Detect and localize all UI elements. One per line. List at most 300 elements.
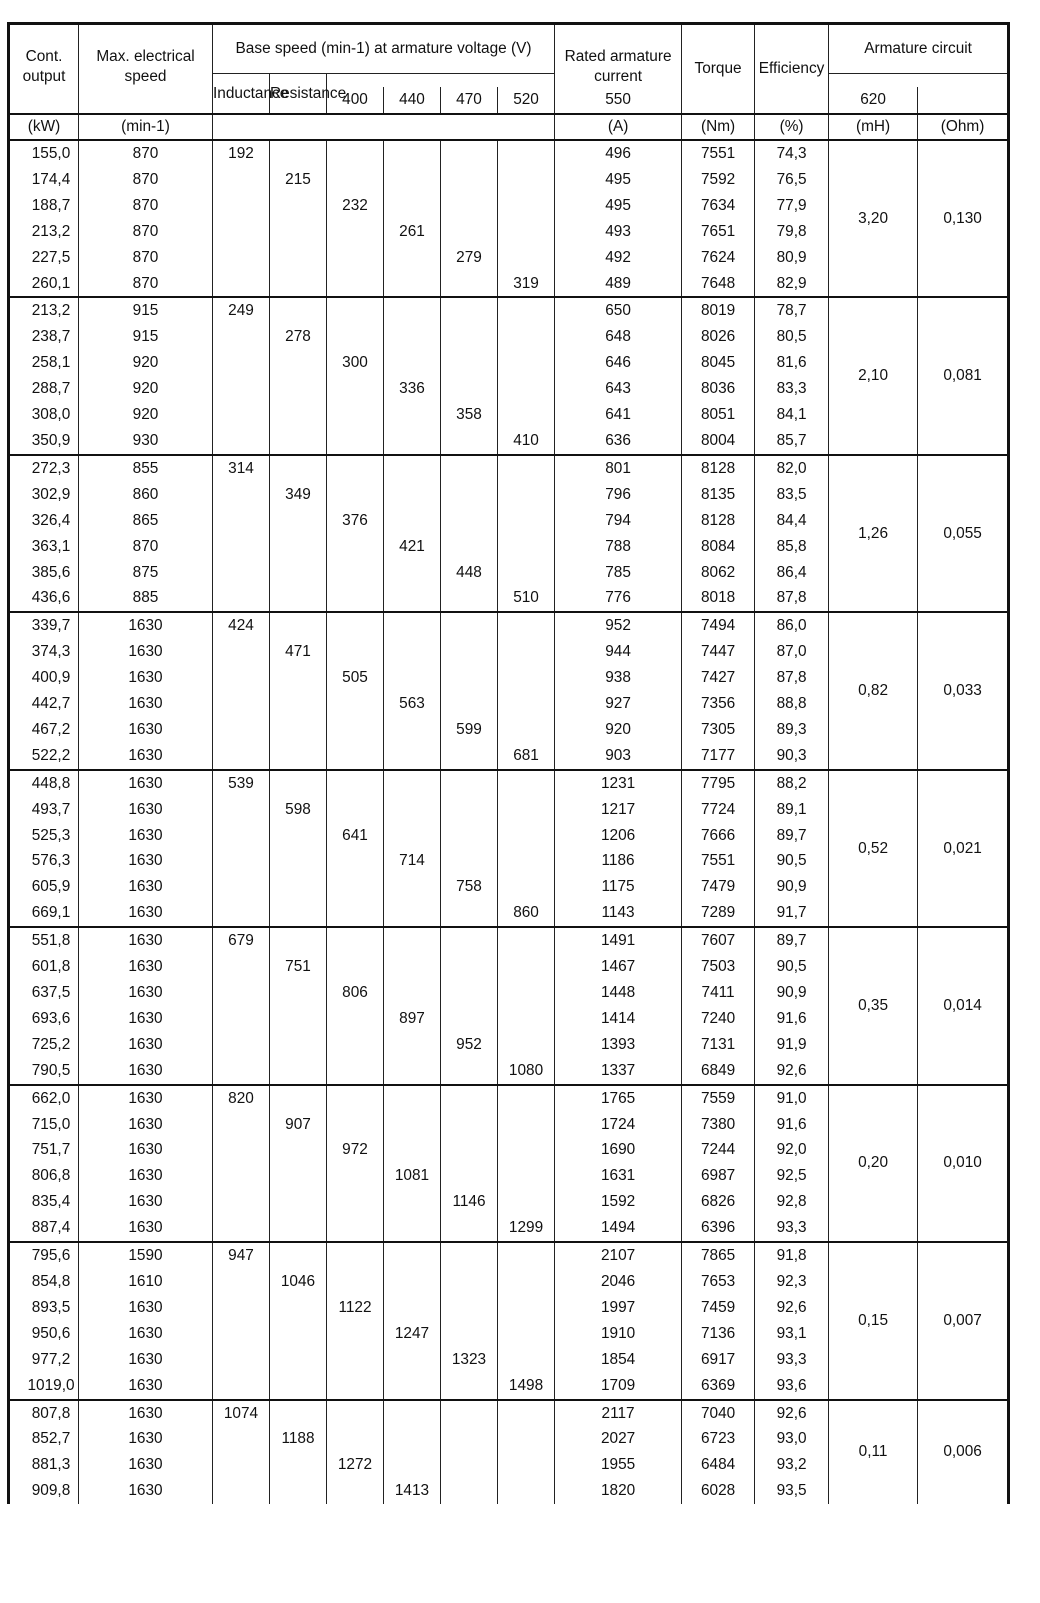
cell-efficiency: 80,9 (755, 245, 829, 271)
cell-base-speed: 714 (384, 848, 441, 874)
cell-cont-output: 893,5 (9, 1295, 79, 1321)
header-voltage-470: 470 (441, 87, 498, 114)
cell-resistance: 0,006 (918, 1400, 1009, 1505)
cell-base-speed-empty (213, 1269, 270, 1295)
cell-inductance: 0,15 (829, 1242, 918, 1399)
cell-cont-output: 385,6 (9, 560, 79, 586)
cell-base-speed-empty (270, 560, 327, 586)
cell-base-speed: 563 (384, 691, 441, 717)
cell-base-speed-empty (327, 1215, 384, 1242)
cell-cont-output: 374,3 (9, 639, 79, 665)
cell-base-speed-empty (327, 245, 384, 271)
cell-rated-current: 796 (555, 482, 682, 508)
cell-base-speed-empty (441, 1269, 498, 1295)
cell-base-speed: 1122 (327, 1295, 384, 1321)
cell-cont-output: 715,0 (9, 1112, 79, 1138)
cell-base-speed-empty (441, 1478, 498, 1504)
motor-spec-table (7, 22, 1010, 1504)
cell-max-speed: 920 (79, 350, 213, 376)
cell-base-speed-empty (384, 1058, 441, 1085)
cell-base-speed-empty (384, 428, 441, 455)
cell-base-speed-empty (384, 585, 441, 612)
table-row (9, 1242, 1009, 1269)
cell-cont-output: 436,6 (9, 585, 79, 612)
cell-base-speed-empty (384, 900, 441, 927)
cell-base-speed-empty (213, 823, 270, 849)
cell-base-speed-empty (441, 1058, 498, 1085)
cell-torque: 7651 (682, 219, 755, 245)
cell-base-speed-empty (498, 1163, 555, 1189)
header-armature-circuit: Armature circuit (829, 24, 1009, 74)
cell-max-speed: 870 (79, 167, 213, 193)
cell-base-speed-empty (213, 1215, 270, 1242)
cell-base-speed-empty (498, 612, 555, 639)
cell-torque: 7795 (682, 770, 755, 797)
cell-rated-current: 903 (555, 743, 682, 770)
cell-max-speed: 1630 (79, 823, 213, 849)
cell-base-speed-empty (441, 639, 498, 665)
cell-max-speed: 1590 (79, 1242, 213, 1269)
cell-base-speed-empty (498, 534, 555, 560)
cell-base-speed-empty (213, 743, 270, 770)
cell-max-speed: 1630 (79, 1137, 213, 1163)
cell-cont-output: 795,6 (9, 1242, 79, 1269)
cell-rated-current: 2027 (555, 1426, 682, 1452)
cell-base-speed-empty (270, 219, 327, 245)
cell-base-speed-empty (213, 1373, 270, 1400)
cell-base-speed: 358 (441, 402, 498, 428)
cell-base-speed-empty (327, 167, 384, 193)
cell-efficiency: 86,4 (755, 560, 829, 586)
cell-base-speed-empty (498, 1006, 555, 1032)
cell-base-speed: 860 (498, 900, 555, 927)
cell-base-speed: 1081 (384, 1163, 441, 1189)
cell-base-speed-empty (213, 1163, 270, 1189)
cell-efficiency: 81,6 (755, 350, 829, 376)
cell-max-speed: 1630 (79, 691, 213, 717)
cell-max-speed: 1610 (79, 1269, 213, 1295)
cell-efficiency: 92,6 (755, 1400, 829, 1427)
cell-inductance: 0,35 (829, 927, 918, 1084)
cell-rated-current: 1393 (555, 1032, 682, 1058)
cell-base-speed: 424 (213, 612, 270, 639)
cell-base-speed-empty (270, 1006, 327, 1032)
cell-rated-current: 648 (555, 324, 682, 350)
cell-max-speed: 915 (79, 297, 213, 324)
cell-cont-output: 174,4 (9, 167, 79, 193)
cell-rated-current: 2107 (555, 1242, 682, 1269)
cell-base-speed-empty (441, 297, 498, 324)
cell-base-speed-empty (327, 324, 384, 350)
cell-base-speed-empty (384, 717, 441, 743)
cell-base-speed-empty (441, 1295, 498, 1321)
cell-rated-current: 1414 (555, 1006, 682, 1032)
cell-torque: 7040 (682, 1400, 755, 1427)
cell-base-speed-empty (270, 140, 327, 167)
cell-base-speed-empty (327, 1400, 384, 1427)
cell-efficiency: 91,0 (755, 1085, 829, 1112)
cell-base-speed-empty (213, 1189, 270, 1215)
cell-torque: 7724 (682, 797, 755, 823)
cell-base-speed-empty (213, 639, 270, 665)
cell-base-speed-empty (384, 167, 441, 193)
cell-base-speed-empty (498, 1032, 555, 1058)
cell-base-speed: 1074 (213, 1400, 270, 1427)
cell-max-speed: 1630 (79, 1085, 213, 1112)
cell-base-speed-empty (327, 560, 384, 586)
cell-torque: 7551 (682, 848, 755, 874)
cell-base-speed-empty (498, 770, 555, 797)
cell-base-speed-empty (498, 508, 555, 534)
cell-base-speed: 820 (213, 1085, 270, 1112)
cell-max-speed: 875 (79, 560, 213, 586)
cell-torque: 7305 (682, 717, 755, 743)
cell-base-speed-empty (327, 1269, 384, 1295)
cell-base-speed-empty (270, 665, 327, 691)
cell-torque: 6849 (682, 1058, 755, 1085)
cell-torque: 7177 (682, 743, 755, 770)
cell-rated-current: 1631 (555, 1163, 682, 1189)
cell-base-speed-empty (327, 1085, 384, 1112)
cell-max-speed: 1630 (79, 1321, 213, 1347)
cell-base-speed-empty (498, 797, 555, 823)
cell-base-speed-empty (498, 954, 555, 980)
header-efficiency: Efficiency (755, 24, 829, 115)
cell-rated-current: 1690 (555, 1137, 682, 1163)
cell-rated-current: 1337 (555, 1058, 682, 1085)
cell-rated-current: 495 (555, 167, 682, 193)
cell-base-speed-empty (498, 297, 555, 324)
cell-rated-current: 785 (555, 560, 682, 586)
cell-max-speed: 1630 (79, 848, 213, 874)
cell-base-speed-empty (270, 1085, 327, 1112)
cell-base-speed-empty (213, 402, 270, 428)
cell-torque: 8051 (682, 402, 755, 428)
cell-base-speed-empty (498, 717, 555, 743)
cell-base-speed: 1080 (498, 1058, 555, 1085)
cell-base-speed-empty (213, 376, 270, 402)
cell-efficiency: 74,3 (755, 140, 829, 167)
cell-base-speed-empty (441, 585, 498, 612)
cell-base-speed-empty (384, 402, 441, 428)
cell-efficiency: 93,6 (755, 1373, 829, 1400)
cell-base-speed-empty (327, 743, 384, 770)
cell-base-speed-empty (441, 324, 498, 350)
cell-base-speed-empty (327, 639, 384, 665)
cell-torque: 7624 (682, 245, 755, 271)
cell-base-speed: 232 (327, 193, 384, 219)
cell-base-speed-empty (498, 1242, 555, 1269)
cell-base-speed-empty (270, 1137, 327, 1163)
cell-base-speed-empty (270, 1478, 327, 1504)
cell-cont-output: 467,2 (9, 717, 79, 743)
cell-rated-current: 1491 (555, 927, 682, 954)
cell-base-speed: 319 (498, 271, 555, 298)
cell-base-speed-empty (270, 534, 327, 560)
cell-max-speed: 1630 (79, 1452, 213, 1478)
cell-torque: 7244 (682, 1137, 755, 1163)
cell-base-speed-empty (384, 1373, 441, 1400)
cell-base-speed: 376 (327, 508, 384, 534)
cell-cont-output: 790,5 (9, 1058, 79, 1085)
cell-base-speed-empty (213, 1032, 270, 1058)
cell-base-speed-empty (327, 1347, 384, 1373)
cell-cont-output: 258,1 (9, 350, 79, 376)
cell-max-speed: 1630 (79, 900, 213, 927)
cell-rated-current: 2117 (555, 1400, 682, 1427)
cell-base-speed-empty (213, 324, 270, 350)
cell-inductance: 0,11 (829, 1400, 918, 1505)
cell-torque: 7634 (682, 193, 755, 219)
cell-efficiency: 87,0 (755, 639, 829, 665)
cell-efficiency: 90,9 (755, 874, 829, 900)
cell-rated-current: 952 (555, 612, 682, 639)
cell-base-speed-empty (384, 954, 441, 980)
cell-base-speed-empty (327, 1426, 384, 1452)
cell-efficiency: 92,3 (755, 1269, 829, 1295)
cell-max-speed: 885 (79, 585, 213, 612)
cell-max-speed: 1630 (79, 770, 213, 797)
cell-base-speed-empty (498, 927, 555, 954)
cell-base-speed-empty (498, 376, 555, 402)
cell-efficiency: 84,4 (755, 508, 829, 534)
cell-base-speed-empty (327, 219, 384, 245)
cell-max-speed: 930 (79, 428, 213, 455)
cell-base-speed-empty (498, 245, 555, 271)
cell-base-speed-empty (327, 1478, 384, 1504)
cell-rated-current: 1955 (555, 1452, 682, 1478)
cell-cont-output: 272,3 (9, 455, 79, 482)
cell-base-speed-empty (270, 245, 327, 271)
cell-base-speed-empty (270, 1321, 327, 1347)
cell-base-speed: 278 (270, 324, 327, 350)
cell-efficiency: 87,8 (755, 585, 829, 612)
cell-cont-output: 155,0 (9, 140, 79, 167)
cell-base-speed: 1146 (441, 1189, 498, 1215)
cell-base-speed-empty (270, 297, 327, 324)
cell-max-speed: 1630 (79, 1112, 213, 1138)
cell-base-speed-empty (498, 1085, 555, 1112)
cell-base-speed-empty (270, 927, 327, 954)
cell-base-speed-empty (213, 428, 270, 455)
cell-base-speed-empty (327, 900, 384, 927)
cell-torque: 6484 (682, 1452, 755, 1478)
cell-base-speed-empty (441, 140, 498, 167)
cell-base-speed-empty (213, 848, 270, 874)
cell-rated-current: 920 (555, 717, 682, 743)
cell-base-speed-empty (384, 350, 441, 376)
cell-max-speed: 1630 (79, 1215, 213, 1242)
cell-base-speed-empty (270, 1347, 327, 1373)
cell-base-speed-empty (384, 1400, 441, 1427)
cell-torque: 7648 (682, 271, 755, 298)
cell-base-speed-empty (327, 1242, 384, 1269)
cell-base-speed-empty (213, 193, 270, 219)
cell-cont-output: 693,6 (9, 1006, 79, 1032)
cell-base-speed-empty (498, 691, 555, 717)
cell-efficiency: 78,7 (755, 297, 829, 324)
cell-base-speed-empty (384, 324, 441, 350)
cell-efficiency: 87,8 (755, 665, 829, 691)
cell-base-speed-empty (213, 167, 270, 193)
cell-torque: 8004 (682, 428, 755, 455)
cell-base-speed-empty (270, 743, 327, 770)
cell-max-speed: 1630 (79, 1347, 213, 1373)
cell-base-speed-empty (384, 482, 441, 508)
cell-base-speed-empty (441, 1373, 498, 1400)
cell-base-speed: 505 (327, 665, 384, 691)
cell-base-speed-empty (327, 848, 384, 874)
cell-torque: 7289 (682, 900, 755, 927)
cell-rated-current: 1910 (555, 1321, 682, 1347)
cell-base-speed-empty (327, 1058, 384, 1085)
cell-base-speed-empty (498, 1269, 555, 1295)
cell-max-speed: 1630 (79, 1189, 213, 1215)
cell-rated-current: 1709 (555, 1373, 682, 1400)
cell-base-speed: 1323 (441, 1347, 498, 1373)
cell-base-speed: 1413 (384, 1478, 441, 1504)
cell-base-speed-empty (384, 245, 441, 271)
cell-base-speed-empty (213, 245, 270, 271)
cell-max-speed: 1630 (79, 612, 213, 639)
cell-cont-output: 288,7 (9, 376, 79, 402)
cell-resistance: 0,010 (918, 1085, 1009, 1242)
cell-base-speed-empty (213, 691, 270, 717)
cell-base-speed-empty (498, 140, 555, 167)
cell-base-speed-empty (384, 743, 441, 770)
cell-cont-output: 213,2 (9, 297, 79, 324)
cell-max-speed: 870 (79, 271, 213, 298)
cell-base-speed-empty (270, 980, 327, 1006)
cell-base-speed-empty (384, 1112, 441, 1138)
cell-base-speed-empty (270, 691, 327, 717)
cell-resistance: 0,007 (918, 1242, 1009, 1399)
cell-base-speed-empty (327, 1321, 384, 1347)
cell-base-speed-empty (384, 980, 441, 1006)
cell-rated-current: 1186 (555, 848, 682, 874)
cell-rated-current: 650 (555, 297, 682, 324)
cell-base-speed-empty (327, 297, 384, 324)
cell-base-speed-empty (327, 1189, 384, 1215)
cell-base-speed-empty (327, 874, 384, 900)
cell-base-speed-empty (213, 1006, 270, 1032)
cell-base-speed-empty (498, 324, 555, 350)
cell-base-speed-empty (498, 193, 555, 219)
cell-base-speed: 907 (270, 1112, 327, 1138)
cell-base-speed: 1299 (498, 1215, 555, 1242)
cell-rated-current: 1467 (555, 954, 682, 980)
cell-base-speed: 192 (213, 140, 270, 167)
cell-resistance: 0,021 (918, 770, 1009, 927)
cell-base-speed-empty (441, 1085, 498, 1112)
cell-torque: 6826 (682, 1189, 755, 1215)
cell-torque: 7136 (682, 1321, 755, 1347)
cell-resistance: 0,033 (918, 612, 1009, 769)
cell-inductance: 0,82 (829, 612, 918, 769)
cell-base-speed-empty (213, 797, 270, 823)
cell-base-speed-empty (498, 560, 555, 586)
cell-base-speed-empty (498, 1295, 555, 1321)
cell-torque: 7240 (682, 1006, 755, 1032)
cell-base-speed: 947 (213, 1242, 270, 1269)
cell-max-speed: 865 (79, 508, 213, 534)
cell-cont-output: 576,3 (9, 848, 79, 874)
cell-efficiency: 77,9 (755, 193, 829, 219)
table-row (9, 1085, 1009, 1112)
header-spacer (918, 87, 1009, 114)
cell-base-speed: 758 (441, 874, 498, 900)
cell-base-speed-empty (384, 823, 441, 849)
cell-base-speed-empty (498, 455, 555, 482)
header-max-electrical-speed: Max. electrical speed (79, 24, 213, 88)
cell-max-speed: 870 (79, 245, 213, 271)
cell-base-speed-empty (270, 193, 327, 219)
cell-torque: 7411 (682, 980, 755, 1006)
cell-max-speed: 1630 (79, 1478, 213, 1504)
cell-base-speed-empty (441, 665, 498, 691)
cell-base-speed-empty (213, 900, 270, 927)
cell-max-speed: 860 (79, 482, 213, 508)
cell-base-speed-empty (327, 1373, 384, 1400)
cell-inductance: 2,10 (829, 297, 918, 454)
cell-max-speed: 1630 (79, 1006, 213, 1032)
cell-cont-output: 213,2 (9, 219, 79, 245)
cell-base-speed-empty (327, 482, 384, 508)
cell-rated-current: 636 (555, 428, 682, 455)
cell-max-speed: 870 (79, 140, 213, 167)
cell-base-speed-empty (270, 612, 327, 639)
cell-efficiency: 92,6 (755, 1058, 829, 1085)
cell-base-speed: 806 (327, 980, 384, 1006)
cell-max-speed: 870 (79, 534, 213, 560)
cell-base-speed-empty (327, 717, 384, 743)
header-resistance: Resistance (270, 74, 327, 115)
header-rated-armature-current: Rated armature current (555, 24, 682, 88)
cell-base-speed-empty (498, 1347, 555, 1373)
cell-base-speed-empty (384, 874, 441, 900)
cell-base-speed-empty (327, 402, 384, 428)
cell-base-speed-empty (213, 1478, 270, 1504)
cell-base-speed-empty (384, 1032, 441, 1058)
cell-efficiency: 83,3 (755, 376, 829, 402)
cell-rated-current: 1143 (555, 900, 682, 927)
cell-base-speed-empty (441, 1426, 498, 1452)
cell-base-speed-empty (270, 1032, 327, 1058)
cell-base-speed-empty (441, 1452, 498, 1478)
cell-base-speed-empty (498, 1112, 555, 1138)
cell-base-speed-empty (441, 219, 498, 245)
cell-cont-output: 605,9 (9, 874, 79, 900)
cell-base-speed-empty (384, 1269, 441, 1295)
cell-cont-output: 350,9 (9, 428, 79, 455)
header-spacer (9, 87, 79, 114)
cell-efficiency: 89,7 (755, 927, 829, 954)
cell-base-speed-empty (384, 1295, 441, 1321)
cell-rated-current: 495 (555, 193, 682, 219)
cell-base-speed-empty (270, 1452, 327, 1478)
unit-percent: (%) (755, 114, 829, 140)
unit-ohm: (Ohm) (918, 114, 1009, 140)
cell-base-speed: 598 (270, 797, 327, 823)
cell-base-speed-empty (213, 219, 270, 245)
cell-torque: 7479 (682, 874, 755, 900)
cell-base-speed-empty (270, 717, 327, 743)
unit-kw: (kW) (9, 114, 79, 140)
cell-torque: 7356 (682, 691, 755, 717)
cell-resistance: 0,014 (918, 927, 1009, 1084)
cell-max-speed: 1630 (79, 1373, 213, 1400)
cell-efficiency: 90,9 (755, 980, 829, 1006)
